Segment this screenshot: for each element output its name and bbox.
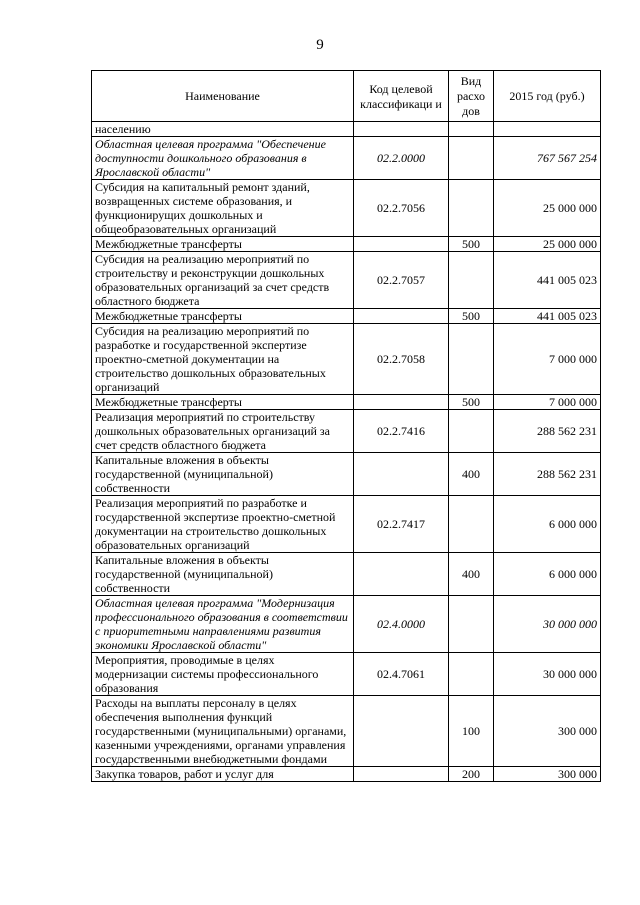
row-code-cell [354, 696, 449, 767]
row-name-cell: населению [92, 122, 354, 137]
row-amount-cell: 300 000 [494, 696, 601, 767]
row-code-cell: 02.2.7056 [354, 180, 449, 237]
row-kind-cell: 200 [449, 767, 494, 782]
table-row [92, 237, 601, 252]
row-name-cell: Субсидия на капитальный ремонт зданий, возвращенных системе образования, и функционирущих дошкольных и общеобразовательных организаций [92, 180, 354, 237]
table-row [92, 767, 601, 782]
row-kind-cell: 400 [449, 553, 494, 596]
row-kind-cell [449, 596, 494, 653]
row-name-cell: Капитальные вложения в объекты государственной (муниципальной) собственности [92, 553, 354, 596]
table-row [92, 453, 601, 496]
row-name-cell: Субсидия на реализацию мероприятий по строительству и реконструкции дошкольных образовательных организаций за счет средств областного бюджета [92, 252, 354, 309]
row-amount-cell: 6 000 000 [494, 496, 601, 553]
row-amount-cell: 6 000 000 [494, 553, 601, 596]
table-row [92, 653, 601, 696]
header-amount: 2015 год (руб.) [494, 71, 601, 122]
row-code-cell: 02.2.7057 [354, 252, 449, 309]
row-code-cell [354, 237, 449, 252]
row-code-cell [354, 453, 449, 496]
row-amount-cell: 288 562 231 [494, 453, 601, 496]
row-name-cell: Межбюджетные трансферты [92, 237, 354, 252]
row-kind-cell [449, 122, 494, 137]
row-name-cell: Субсидия на реализацию мероприятий по разработке и государственной экспертизе проектно-сметной документации на строительство дошкольных образовательных организаций [92, 324, 354, 395]
row-amount-cell: 441 005 023 [494, 252, 601, 309]
row-amount-cell [494, 122, 601, 137]
row-code-cell [354, 309, 449, 324]
table-header-row [92, 71, 601, 122]
row-code-cell: 02.2.7417 [354, 496, 449, 553]
row-name-cell: Реализация мероприятий по строительству дошкольных образовательных организаций за счет средств областного бюджета [92, 410, 354, 453]
row-name-cell: Межбюджетные трансферты [92, 309, 354, 324]
row-kind-cell: 500 [449, 309, 494, 324]
row-amount-cell: 30 000 000 [494, 596, 601, 653]
page-number: 9 [316, 37, 324, 53]
row-kind-cell [449, 496, 494, 553]
row-kind-cell [449, 653, 494, 696]
table-row [92, 309, 601, 324]
row-name-cell: Расходы на выплаты персоналу в целях обеспечения выполнения функций государственными (муниципальными) органами, казенными учреждениями, органами управления государственными внебюджетными фондами [92, 696, 354, 767]
row-code-cell: 02.2.0000 [354, 137, 449, 180]
row-code-cell [354, 395, 449, 410]
row-amount-cell: 30 000 000 [494, 653, 601, 696]
header-name: Наименование [92, 71, 354, 122]
row-amount-cell: 300 000 [494, 767, 601, 782]
row-name-cell: Мероприятия, проводимые в целях модернизации системы профессионального образования [92, 653, 354, 696]
row-name-cell: Закупка товаров, работ и услуг для [92, 767, 354, 782]
header-code: Код целевой классификаци и [354, 71, 449, 122]
row-kind-cell [449, 410, 494, 453]
row-amount-cell: 25 000 000 [494, 180, 601, 237]
row-amount-cell: 767 567 254 [494, 137, 601, 180]
table-row [92, 122, 601, 137]
row-kind-cell [449, 180, 494, 237]
table-row [92, 596, 601, 653]
row-code-cell [354, 767, 449, 782]
row-name-cell: Капитальные вложения в объекты государственной (муниципальной) собственности [92, 453, 354, 496]
budget-table [91, 70, 601, 782]
row-amount-cell: 288 562 231 [494, 410, 601, 453]
row-kind-cell [449, 324, 494, 395]
table-row [92, 180, 601, 237]
table-row [92, 553, 601, 596]
table-row [92, 696, 601, 767]
row-code-cell: 02.2.7416 [354, 410, 449, 453]
row-amount-cell: 7 000 000 [494, 324, 601, 395]
row-name-cell: Реализация мероприятий по разработке и государственной экспертизе проектно-сметной документации на строительство дошкольных образовательных организаций [92, 496, 354, 553]
row-code-cell: 02.2.7058 [354, 324, 449, 395]
row-code-cell: 02.4.7061 [354, 653, 449, 696]
table-row [92, 252, 601, 309]
header-kind: Вид расхо дов [449, 71, 494, 122]
table-row [92, 496, 601, 553]
row-kind-cell: 100 [449, 696, 494, 767]
table-row [92, 395, 601, 410]
row-name-cell: Областная целевая программа "Модернизация профессионального образования в соответствии с приоритетными направлениями развития экономики Ярославской области" [92, 596, 354, 653]
row-amount-cell: 441 005 023 [494, 309, 601, 324]
row-kind-cell [449, 137, 494, 180]
row-amount-cell: 7 000 000 [494, 395, 601, 410]
row-amount-cell: 25 000 000 [494, 237, 601, 252]
row-code-cell [354, 553, 449, 596]
row-kind-cell: 500 [449, 395, 494, 410]
row-code-cell [354, 122, 449, 137]
row-kind-cell: 500 [449, 237, 494, 252]
row-code-cell: 02.4.0000 [354, 596, 449, 653]
row-name-cell: Межбюджетные трансферты [92, 395, 354, 410]
table-row [92, 324, 601, 395]
table-row [92, 410, 601, 453]
row-name-cell: Областная целевая программа "Обеспечение доступности дошкольного образования в Ярославской области" [92, 137, 354, 180]
row-kind-cell [449, 252, 494, 309]
table-row [92, 137, 601, 180]
row-kind-cell: 400 [449, 453, 494, 496]
